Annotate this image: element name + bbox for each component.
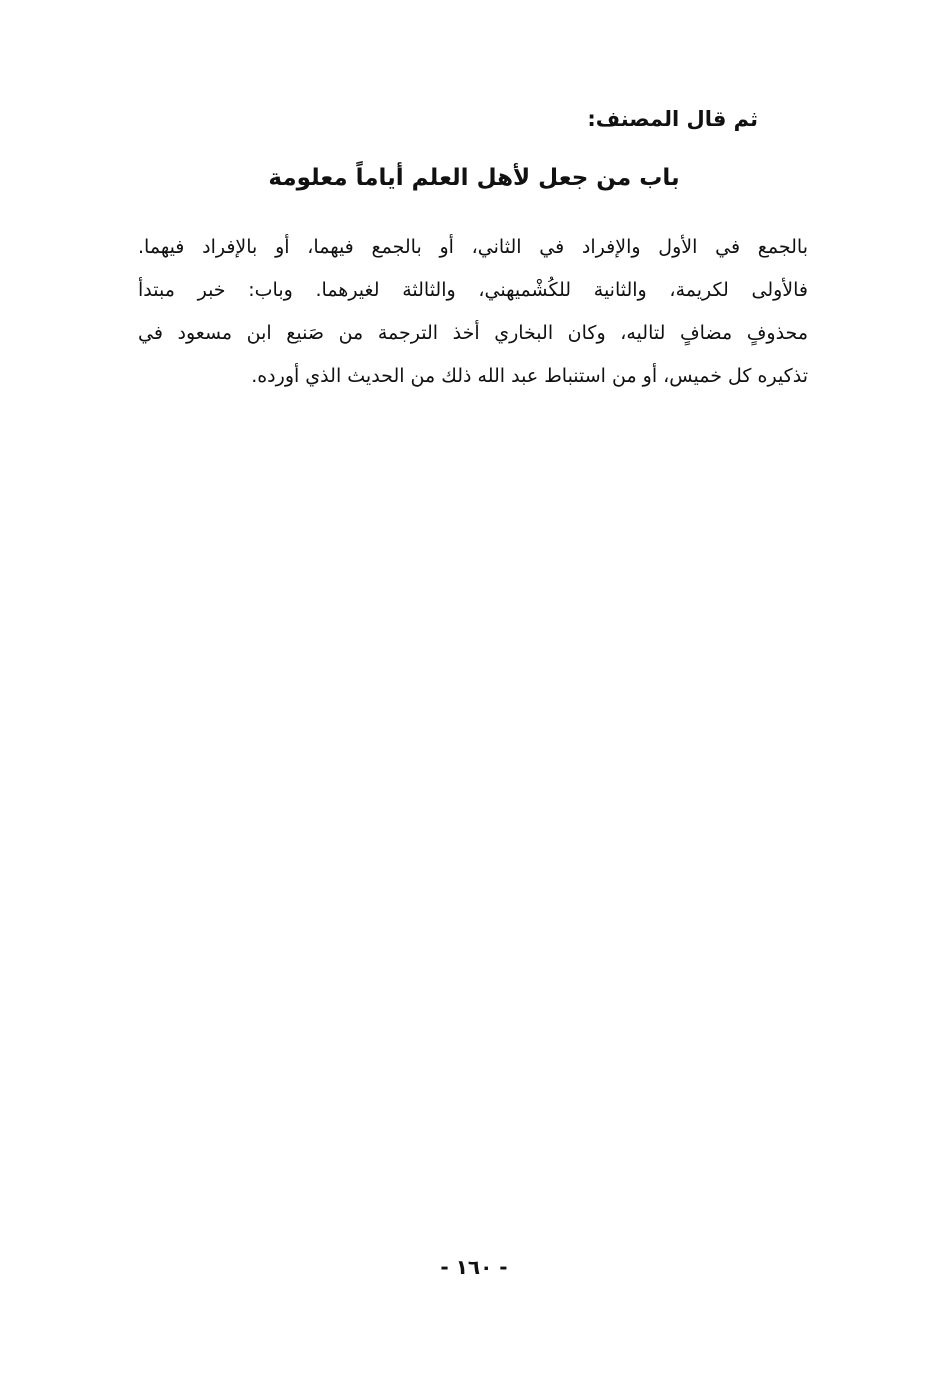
body-line: محذوفٍ مضافٍ لتاليه، وكان البخاري أخذ الترجمة من صَنيع ابن مسعود في — [138, 322, 808, 344]
page-number: - ١٦٠ - — [440, 1255, 508, 1279]
intro-heading: ثم قال المصنف: — [587, 107, 758, 131]
body-line: تذكيره كل خميس، أو من استنباط عبد الله ذلك من الحديث الذي أورده. — [251, 365, 808, 387]
body-line: فالأولى لكريمة، والثانية للكُشْميهني، والثالثة لغيرهما. وباب: خبر مبتدأ — [138, 279, 808, 301]
body-line: بالجمع في الأول والإفراد في الثاني، أو بالجمع فيهما، أو بالإفراد فيهما. — [138, 236, 808, 258]
body-paragraph — [138, 226, 808, 398]
chapter-title: باب من جعل لأهل العلم أياماً معلومة — [268, 165, 680, 191]
